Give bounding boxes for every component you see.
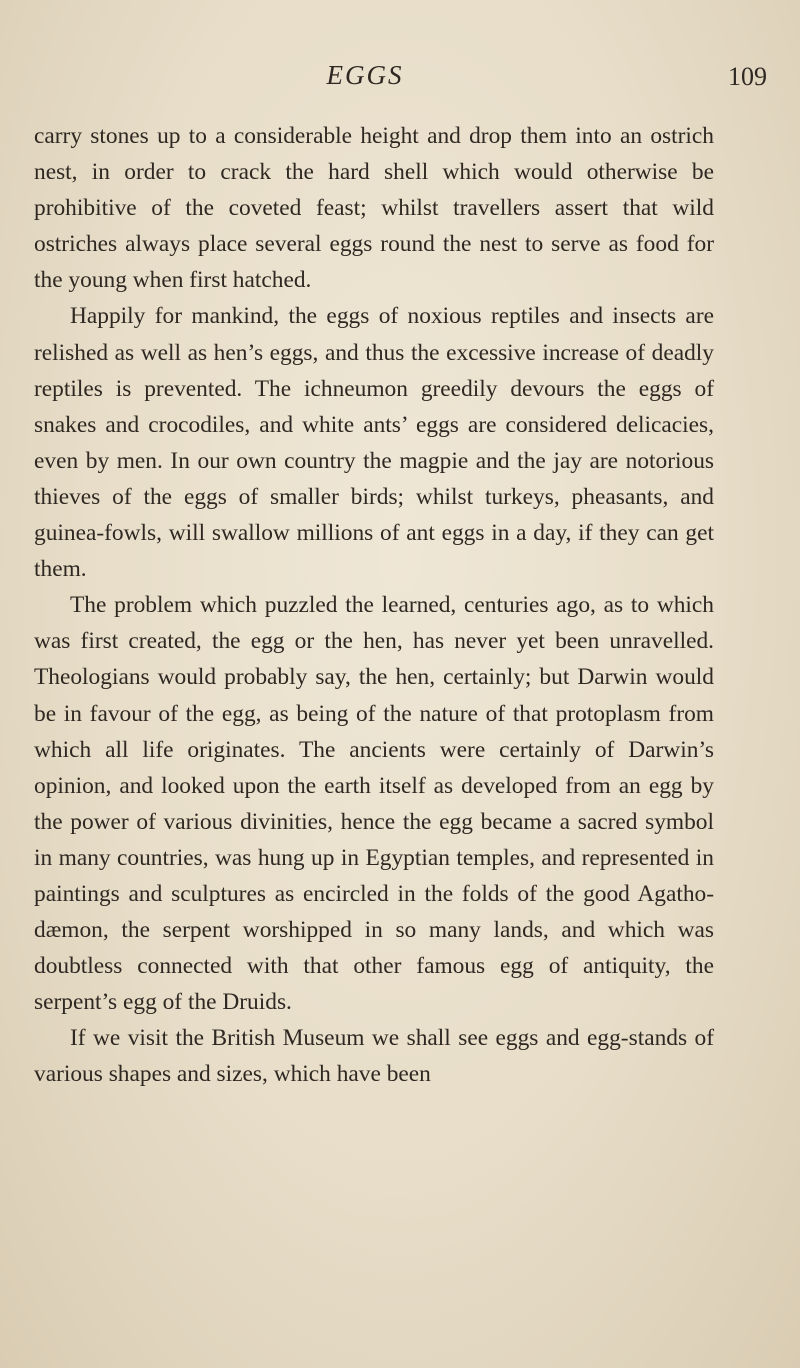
paragraph: The problem which puzzled the learned, centuries ago, as to which was first created, the egg or the hen, has never yet been unravelled. Theologians would probably say, the hen, certainly; but Darwin would be in favour of the egg, as being of the nature of that protoplasm from which all life originates. The ancients were certainly of Darwin’s opinion, and looked upon the earth itself as developed from an egg by the power of various divinities, hence the egg became a sacred symbol in many countries, was hung up in Egyptian temples, and represented in paintings and sculptures as encircled in the folds of the good Agatho-dæmon, the serpent worshipped in so many lands, and which was doubtless connected with that other famous egg of antiquity, the serpent’s egg of the Druids. [34,592,714,1016]
paragraph: If we visit the British Museum we shall see eggs and egg-stands of various shapes and sizes, which have been [34,1025,714,1088]
running-title: EGGS [326,60,404,90]
paragraph: Happily for mankind, the eggs of noxious reptiles and insects are relished as well as hen’s eggs, and thus the excessive increase of deadly reptiles is prevented. The ichneumon greedily devours the eggs of snakes and crocodiles, and white ants’ eggs are considered delicacies, even by men. In our own country the magpie and the jay are notorious thieves of the eggs of smaller birds; whilst turkeys, pheasants, and guinea-fowls, will swallow millions of ant eggs in a day, if they can get them. [34,303,714,583]
page-number: 109 [728,62,767,91]
running-head [0,60,800,100]
body-text [34,118,714,1093]
paragraph: carry stones up to a considerable height and drop them into an ostrich nest, in order to crack the hard shell which would otherwise be prohibitive of the coveted feast; whilst travellers assert that wild ostriches always place several eggs round the nest to serve as food for the young when first hatched. [34,123,714,294]
